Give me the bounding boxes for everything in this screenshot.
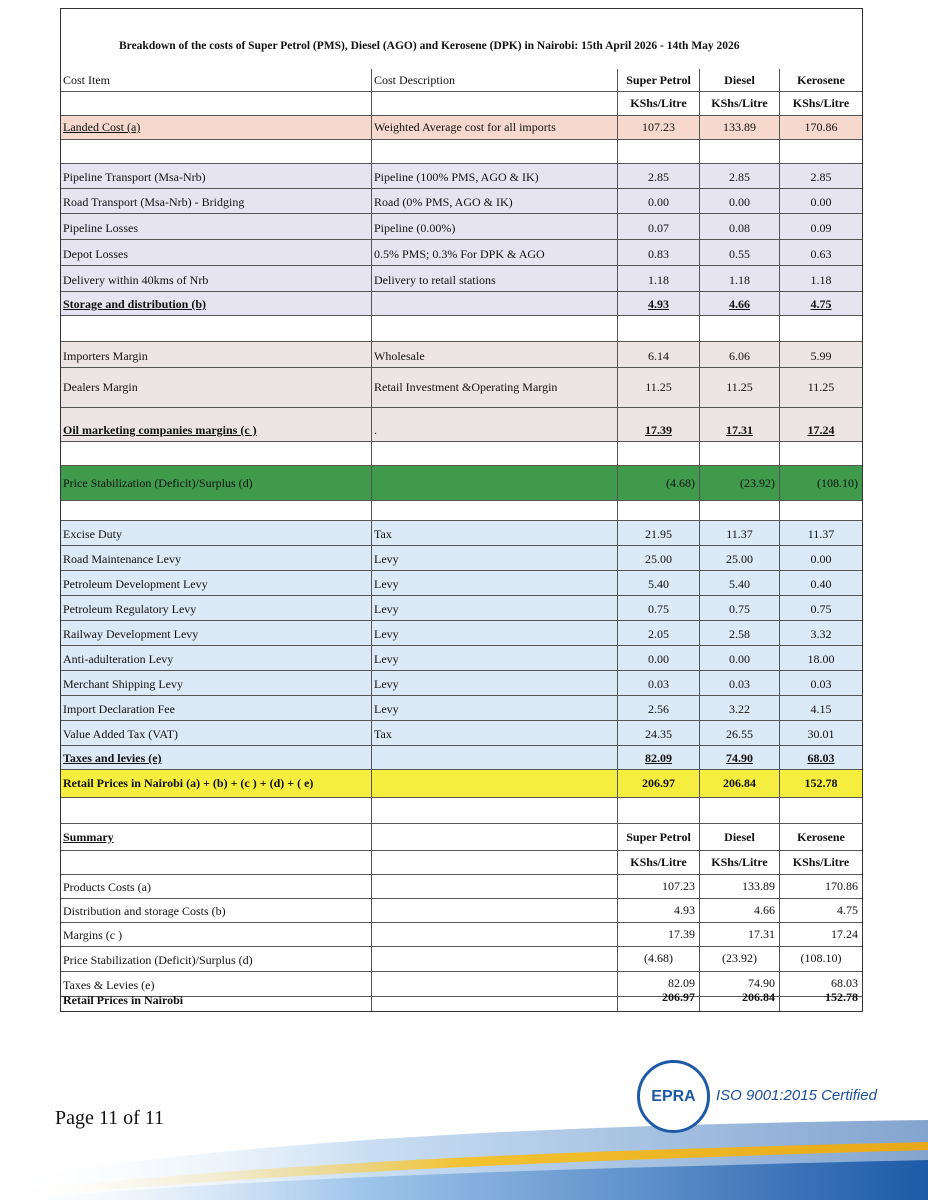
tax-total-row [61, 746, 862, 770]
tax-total-pms: 82.09 [618, 746, 700, 769]
row-item: Importers Margin [61, 342, 372, 367]
tax-total-dpk: 68.03 [807, 751, 835, 765]
header-row [61, 69, 862, 92]
summary-header-ago: Diesel [700, 824, 780, 850]
row-ago: 6.06 [700, 342, 780, 367]
row-ago: 11.37 [700, 521, 780, 545]
table-row [61, 240, 862, 266]
retail-price-dpk: 152.78 [804, 776, 838, 790]
row-ago: 26.55 [700, 721, 780, 745]
stabilization-pms: (4.68) [618, 466, 700, 500]
row-ago: 0.55 [700, 240, 780, 265]
summary-total-row [61, 989, 862, 1011]
row-desc: Levy [372, 621, 618, 645]
spacer-row [61, 442, 862, 466]
row-item: Petroleum Development Levy [61, 571, 372, 595]
stabilization-ago: (23.92) [700, 466, 780, 500]
summary-row [61, 899, 862, 923]
row-pms: 5.40 [618, 571, 700, 595]
header-cost-description: Cost Description [372, 69, 618, 91]
table-row [61, 671, 862, 696]
summary-total-ago: 206.84 [700, 983, 780, 1011]
landed-cost-dpk: 170.86 [804, 120, 838, 134]
row-dpk: 0.00 [810, 195, 832, 209]
row-ago: 0.03 [700, 671, 780, 695]
row-desc: Wholesale [372, 342, 618, 367]
row-desc: Pipeline (0.00%) [372, 214, 618, 239]
row-dpk: 4.15 [810, 702, 832, 716]
row-pms: 6.14 [618, 342, 700, 367]
table-row [61, 266, 862, 292]
storage-total-dpk: 4.75 [810, 297, 832, 311]
summary-header-dpk: Kerosene [797, 829, 845, 844]
header-diesel: Diesel [700, 69, 780, 91]
epra-logo [637, 1060, 710, 1133]
summary-heading: Summary [61, 824, 372, 850]
table-title: Breakdown of the costs of Super Petrol (PMS), Diesel (AGO) and Kerosene (DPK) in Nairobi: 15th April 2026 - 14th May 2026 [119, 40, 740, 52]
summary-total-item: Retail Prices in Nairobi [61, 989, 372, 1011]
row-item: Delivery within 40kms of Nrb [61, 266, 372, 291]
summary-ago: (23.92) [700, 947, 780, 971]
storage-total-ago: 4.66 [700, 292, 780, 315]
row-dpk: 11.25 [807, 380, 835, 394]
row-dpk: 0.40 [810, 577, 832, 591]
landed-cost-ago: 133.89 [700, 116, 780, 139]
stabilization-dpk: (108.10) [817, 475, 858, 490]
row-pms: 2.05 [618, 621, 700, 645]
storage-total-pms: 4.93 [618, 292, 700, 315]
storage-total-row [61, 292, 862, 316]
row-dpk: 0.63 [810, 247, 832, 261]
header-kerosene: Kerosene [797, 72, 845, 87]
retail-price-pms: 206.97 [618, 770, 700, 797]
row-item: Road Maintenance Levy [61, 546, 372, 570]
row-item: Petroleum Regulatory Levy [61, 596, 372, 620]
row-item: Road Transport (Msa-Nrb) - Bridging [61, 189, 372, 213]
summary-dpk: 68.03 [831, 976, 858, 990]
row-dpk: 3.32 [810, 627, 832, 641]
summary-pms: 107.23 [618, 875, 700, 898]
logo-text: EPRA [651, 1087, 696, 1105]
summary-pms: 17.39 [618, 923, 700, 946]
summary-dpk: (108.10) [800, 951, 842, 965]
table-row [61, 214, 862, 240]
row-item: Railway Development Levy [61, 621, 372, 645]
row-dpk: 0.09 [810, 221, 832, 235]
summary-unit-pms: KShs/Litre [618, 851, 700, 874]
summary-item: Price Stabilization (Deficit)/Surplus (d) [61, 947, 372, 971]
summary-dpk: 170.86 [825, 879, 858, 893]
row-ago: 0.00 [700, 189, 780, 213]
row-pms: 0.07 [618, 214, 700, 239]
row-item: Excise Duty [61, 521, 372, 545]
row-desc: Levy [372, 671, 618, 695]
row-dpk: 0.00 [810, 552, 832, 566]
summary-row [61, 947, 862, 972]
row-pms: 0.03 [618, 671, 700, 695]
header-super-petrol: Super Petrol [618, 69, 700, 91]
summary-row [61, 923, 862, 947]
unit-diesel: KShs/Litre [700, 92, 780, 115]
landed-cost-item: Landed Cost (a) [61, 116, 372, 139]
table-row [61, 646, 862, 671]
row-ago: 1.18 [700, 266, 780, 291]
table-row [61, 621, 862, 646]
row-dpk: 5.99 [810, 349, 832, 363]
landed-cost-desc: Weighted Average cost for all imports [372, 116, 618, 139]
row-item: Anti-adulteration Levy [61, 646, 372, 670]
retail-price-ago: 206.84 [700, 770, 780, 797]
row-ago: 0.75 [700, 596, 780, 620]
table-row [61, 342, 862, 368]
storage-total-item: Storage and distribution (b) [61, 292, 372, 315]
unit-row [61, 92, 862, 116]
row-desc: Levy [372, 596, 618, 620]
row-pms: 11.25 [618, 368, 700, 407]
margin-total-desc: . [372, 408, 618, 441]
summary-item: Products Costs (a) [61, 875, 372, 898]
row-pms: 24.35 [618, 721, 700, 745]
landed-cost-pms: 107.23 [618, 116, 700, 139]
header-cost-item: Cost Item [61, 69, 372, 91]
summary-dpk: 17.24 [831, 927, 858, 941]
row-item: Pipeline Losses [61, 214, 372, 239]
margin-total-dpk: 17.24 [807, 423, 835, 437]
summary-row [61, 875, 862, 899]
tax-total-item: Taxes and levies (e) [61, 746, 372, 769]
row-dpk: 1.18 [810, 273, 832, 287]
row-desc: Road (0% PMS, AGO & IK) [372, 189, 618, 213]
cost-breakdown-table [60, 8, 863, 1012]
row-desc: Levy [372, 696, 618, 720]
row-item: Import Declaration Fee [61, 696, 372, 720]
row-desc: Levy [372, 571, 618, 595]
stabilization-row [61, 466, 862, 501]
tax-total-ago: 74.90 [700, 746, 780, 769]
table-row [61, 571, 862, 596]
row-pms: 0.00 [618, 646, 700, 670]
row-item: Pipeline Transport (Msa-Nrb) [61, 164, 372, 188]
row-ago: 0.00 [700, 646, 780, 670]
margin-total-item: Oil marketing companies margins (c ) [61, 408, 372, 441]
table-row [61, 521, 862, 546]
spacer-row [61, 140, 862, 164]
row-ago: 5.40 [700, 571, 780, 595]
row-desc: Delivery to retail stations [372, 266, 618, 291]
summary-pms: 4.93 [618, 899, 700, 922]
row-dpk: 2.85 [810, 170, 832, 184]
row-ago: 2.85 [700, 164, 780, 188]
summary-ago: 17.31 [700, 923, 780, 946]
table-row [61, 189, 862, 214]
table-row [61, 596, 862, 621]
retail-price-row [61, 770, 862, 798]
summary-item: Margins (c ) [61, 923, 372, 946]
summary-header-row [61, 824, 862, 851]
row-pms: 0.75 [618, 596, 700, 620]
summary-item: Distribution and storage Costs (b) [61, 899, 372, 922]
row-ago: 3.22 [700, 696, 780, 720]
row-desc: 0.5% PMS; 0.3% For DPK & AGO [372, 240, 618, 265]
table-row [61, 368, 862, 408]
row-item: Depot Losses [61, 240, 372, 265]
row-desc: Tax [372, 521, 618, 545]
spacer-row [61, 798, 862, 824]
margin-total-ago: 17.31 [700, 408, 780, 441]
page-number: Page 11 of 11 [55, 1107, 165, 1129]
row-desc: Pipeline (100% PMS, AGO & IK) [372, 164, 618, 188]
unit-kerosene: KShs/Litre [792, 96, 850, 110]
row-pms: 0.00 [618, 189, 700, 213]
row-item: Value Added Tax (VAT) [61, 721, 372, 745]
summary-ago: 74.90 [700, 972, 780, 996]
spacer-row [61, 501, 862, 521]
summary-unit-row [61, 851, 862, 875]
row-dpk: 30.01 [807, 727, 835, 741]
table-row [61, 696, 862, 721]
spacer-row [61, 316, 862, 342]
row-pms: 2.56 [618, 696, 700, 720]
row-desc: Levy [372, 646, 618, 670]
table-row [61, 721, 862, 746]
row-dpk: 11.37 [807, 527, 835, 541]
summary-ago: 4.66 [700, 899, 780, 922]
row-pms: 0.83 [618, 240, 700, 265]
margin-total-pms: 17.39 [618, 408, 700, 441]
summary-unit-dpk: KShs/Litre [792, 855, 850, 869]
summary-header-pms: Super Petrol [618, 824, 700, 850]
row-item: Merchant Shipping Levy [61, 671, 372, 695]
row-desc: Levy [372, 546, 618, 570]
row-ago: 11.25 [700, 368, 780, 407]
row-dpk: 0.03 [810, 677, 832, 691]
summary-total-pms: 206.97 [618, 983, 700, 1011]
row-pms: 1.18 [618, 266, 700, 291]
row-item: Dealers Margin [61, 368, 372, 407]
row-pms: 21.95 [618, 521, 700, 545]
table-row [61, 164, 862, 189]
stabilization-item: Price Stabilization (Deficit)/Surplus (d) [61, 466, 372, 500]
summary-total-dpk: 152.78 [825, 989, 858, 1004]
summary-pms: (4.68) [618, 947, 700, 971]
row-pms: 25.00 [618, 546, 700, 570]
retail-price-item: Retail Prices in Nairobi (a) + (b) + (c ) + (d) + ( e) [61, 770, 372, 797]
summary-dpk: 4.75 [837, 903, 858, 917]
row-dpk: 0.75 [810, 602, 832, 616]
summary-ago: 133.89 [700, 875, 780, 898]
summary-item: Taxes & Levies (e) [61, 972, 372, 996]
margin-total-row [61, 408, 862, 442]
row-desc: Tax [372, 721, 618, 745]
row-dpk: 18.00 [807, 652, 835, 666]
landed-cost-row [61, 116, 862, 140]
row-pms: 2.85 [618, 164, 700, 188]
row-ago: 25.00 [700, 546, 780, 570]
unit-super-petrol: KShs/Litre [618, 92, 700, 115]
row-desc: Retail Investment &Operating Margin [372, 368, 618, 407]
summary-pms: 82.09 [618, 972, 700, 996]
iso-certification: ISO 9001:2015 Certified [716, 1087, 877, 1104]
summary-unit-ago: KShs/Litre [700, 851, 780, 874]
table-row [61, 546, 862, 571]
row-ago: 0.08 [700, 214, 780, 239]
row-ago: 2.58 [700, 621, 780, 645]
